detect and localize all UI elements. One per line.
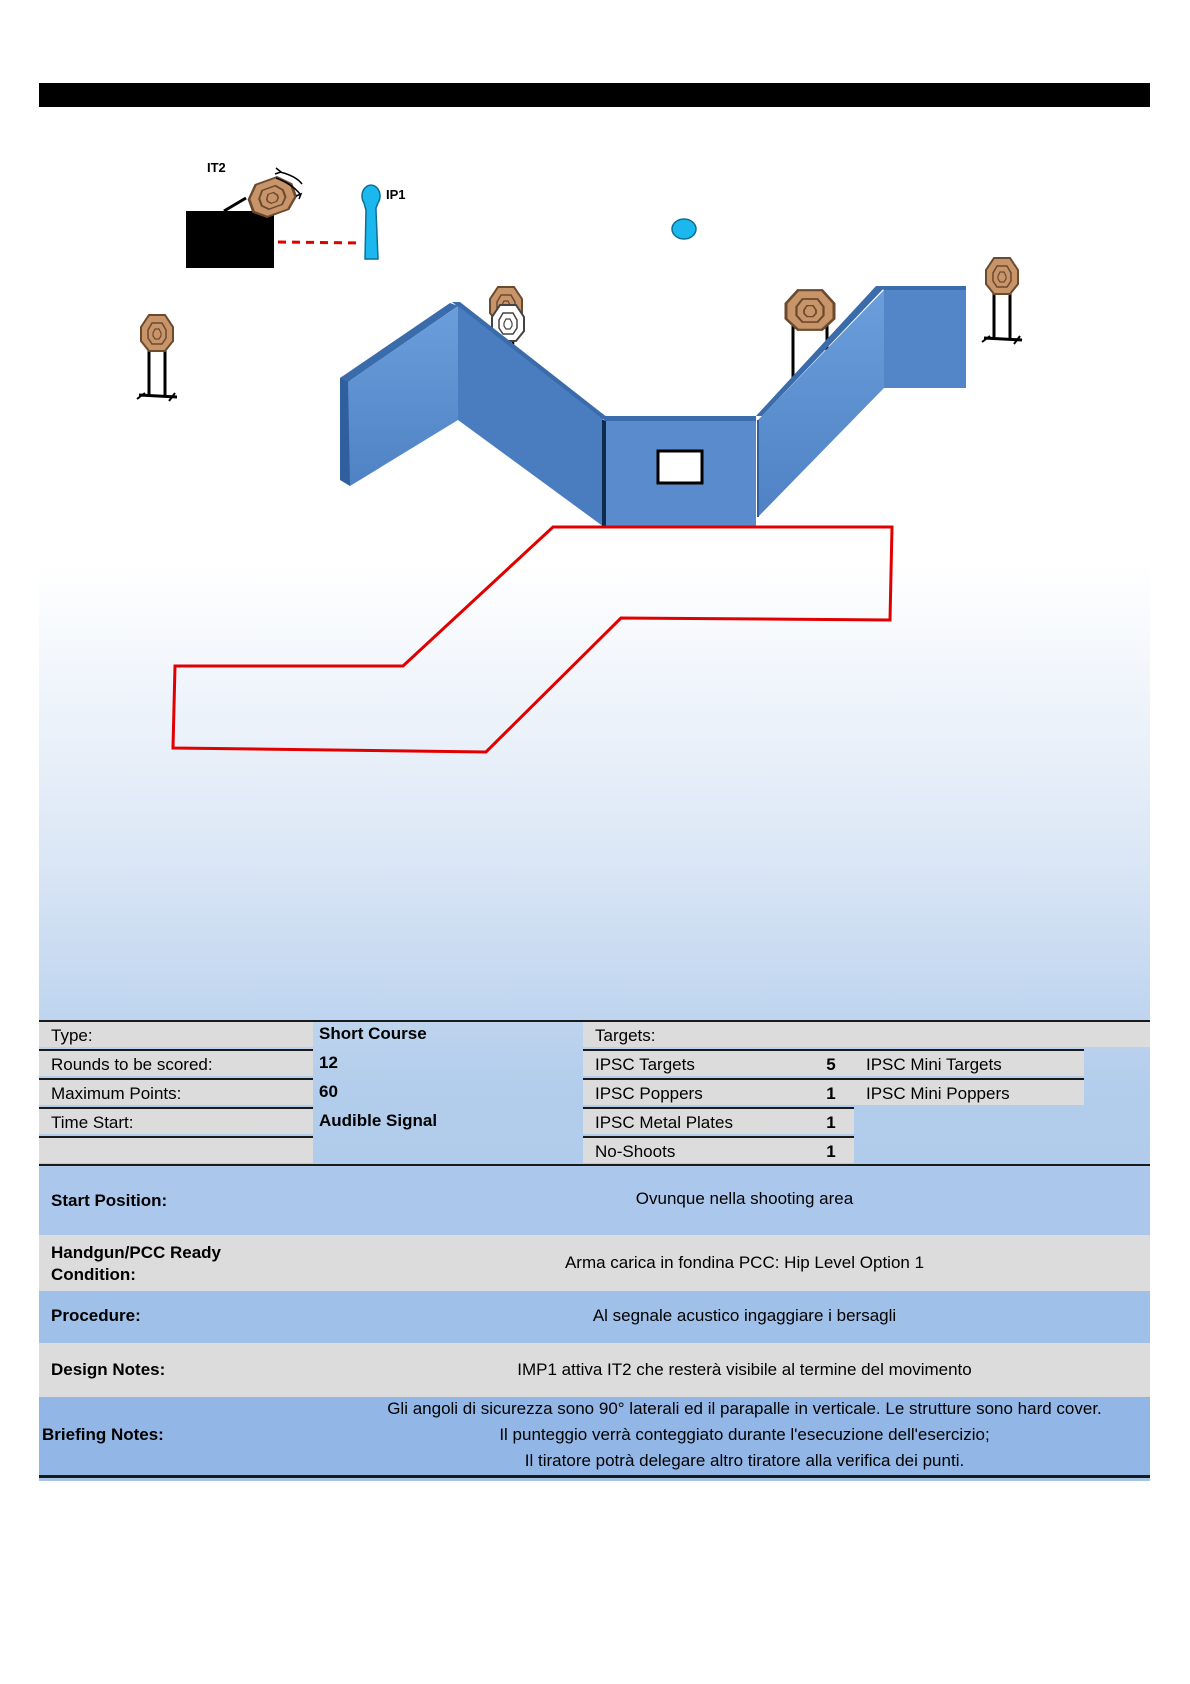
ip1-label: IP1 [386,187,406,202]
activation-line [278,242,362,243]
briefing-notes-line: Gli angoli di sicurezza sono 90° laterali ed il parapalle in verticale. Le strutture sono hard cover. [387,1399,1102,1418]
design-notes-label: Design Notes: [51,1360,166,1379]
it2-label: IT2 [207,160,226,175]
design-notes-value: IMP1 attiva IT2 che resterà visibile al termine del movimento [517,1360,972,1379]
metal-plate [672,219,696,239]
procedure-label: Procedure: [51,1306,141,1325]
ready-condition-value: Arma carica in fondina PCC: Hip Level Option 1 [564,1253,925,1272]
target-right [982,258,1022,344]
procedure-row [39,1291,1150,1343]
target-type-count: 1 [808,1078,854,1105]
target-type-count: 1 [808,1107,854,1134]
design-notes-row [39,1343,1150,1397]
mini-target-label: IPSC Mini Targets [854,1049,1084,1076]
target-left [137,315,177,401]
ready-condition-row [39,1235,1150,1291]
briefing-notes-row [39,1397,1150,1475]
it2-swinger-target [186,168,302,268]
target-type-count: 1 [808,1136,854,1163]
type-value: Short Course [319,1024,427,1043]
target-type-label: IPSC Poppers [583,1078,808,1105]
empty-label-cell [39,1136,313,1163]
points-label: Maximum Points: [39,1078,313,1105]
time-start-label: Time Start: [39,1107,313,1134]
briefing-notes-line: Il punteggio verrà conteggiato durante l'esecuzione dell'esercizio; [499,1425,990,1444]
target-type-count: 5 [808,1049,854,1076]
mini-target-label: IPSC Mini Poppers [854,1078,1084,1105]
start-position-label: Start Position: [51,1191,168,1210]
briefing-notes-line: Il tiratore potrà delegare altro tiratore alla verifica dei punti. [524,1451,965,1470]
shooting-area-fault-line [173,527,892,752]
type-label: Type: [39,1020,313,1047]
target-type-label: IPSC Metal Plates [583,1107,808,1134]
start-position-row [39,1167,1150,1235]
ip1-popper [362,185,380,259]
procedure-value: Al segnale acustico ingaggiare i bersagli [592,1306,897,1325]
target-type-label: IPSC Targets [583,1049,808,1076]
target-type-label: No-Shoots [583,1136,808,1163]
start-position-value: Ovunque nella shooting area [635,1189,854,1208]
ready-condition-label-line2: Condition: [51,1265,136,1284]
rounds-value: 12 [319,1053,338,1072]
bottom-rule [39,1475,1150,1478]
time-start-value: Audible Signal [319,1111,438,1130]
briefing-notes-label: Briefing Notes: [42,1425,164,1444]
rounds-label: Rounds to be scored: [39,1049,313,1076]
ready-condition-label: Handgun/PCC Ready [51,1243,222,1262]
barricade-walls [340,286,966,527]
points-value: 60 [319,1082,338,1101]
targets-header: Targets: [583,1020,1150,1047]
